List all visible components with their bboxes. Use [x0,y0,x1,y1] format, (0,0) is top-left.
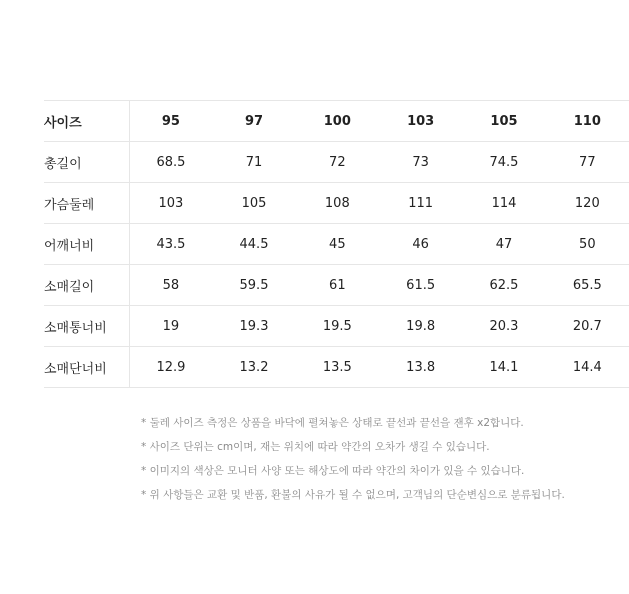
note-item: * 위 사항들은 교환 및 반품, 환불의 사유가 될 수 없으며, 고객님의 단순변심으로 분류됩니다. [141,489,565,501]
measurement-value: 61.5 [379,265,462,306]
table-row [44,142,629,183]
measurement-value: 108 [296,183,379,224]
measurement-value: 74.5 [462,142,545,183]
note-item: * 이미지의 색상은 모니터 사양 또는 해상도에 따라 약간의 차이가 있을 수 있습니다. [141,465,525,477]
measurement-value: 58 [129,265,212,306]
measurement-value: 19.8 [379,306,462,347]
size-header-row [44,101,629,142]
measurement-value: 14.4 [546,347,629,388]
measurement-value: 71 [212,142,295,183]
note-item: * 사이즈 단위는 cm이며, 재는 위치에 따라 약간의 오차가 생길 수 있습니다. [141,441,490,453]
size-header-label: 사이즈 [44,101,129,142]
measurement-value: 12.9 [129,347,212,388]
size-header-cell: 97 [212,101,295,142]
measurement-label: 가슴둘레 [44,183,129,224]
table-row [44,347,629,388]
measurement-value: 68.5 [129,142,212,183]
measurement-value: 45 [296,224,379,265]
measurement-value: 20.7 [546,306,629,347]
measurement-label: 소매길이 [44,265,129,306]
size-header-cell: 100 [296,101,379,142]
table-row [44,183,629,224]
measurement-value: 19.5 [296,306,379,347]
measurement-label: 총길이 [44,142,129,183]
measurement-value: 73 [379,142,462,183]
size-notes-list [141,414,565,510]
measurement-value: 13.2 [212,347,295,388]
table-row [44,224,629,265]
measurement-value: 50 [546,224,629,265]
measurement-value: 19.3 [212,306,295,347]
measurement-value: 44.5 [212,224,295,265]
note-item: * 둘레 사이즈 측정은 상품을 바닥에 펼쳐놓은 상태로 끝선과 끝선을 잰후 x2합니다. [141,417,524,429]
size-header-cell: 95 [129,101,212,142]
measurement-label: 소매통너비 [44,306,129,347]
measurement-value: 14.1 [462,347,545,388]
table-row [44,306,629,347]
measurement-value: 13.5 [296,347,379,388]
measurement-value: 72 [296,142,379,183]
measurement-value: 20.3 [462,306,545,347]
measurement-value: 111 [379,183,462,224]
measurement-value: 46 [379,224,462,265]
size-chart-table [44,100,629,388]
measurement-value: 19 [129,306,212,347]
size-header-cell: 105 [462,101,545,142]
measurement-value: 59.5 [212,265,295,306]
measurement-value: 77 [546,142,629,183]
measurement-value: 61 [296,265,379,306]
measurement-value: 62.5 [462,265,545,306]
measurement-value: 43.5 [129,224,212,265]
size-header-cell: 103 [379,101,462,142]
measurement-value: 120 [546,183,629,224]
measurement-label: 소매단너비 [44,347,129,388]
measurement-value: 103 [129,183,212,224]
measurement-value: 13.8 [379,347,462,388]
measurement-label: 어깨너비 [44,224,129,265]
measurement-value: 65.5 [546,265,629,306]
size-header-cell: 110 [546,101,629,142]
measurement-value: 47 [462,224,545,265]
table-row [44,265,629,306]
measurement-value: 105 [212,183,295,224]
measurement-value: 114 [462,183,545,224]
